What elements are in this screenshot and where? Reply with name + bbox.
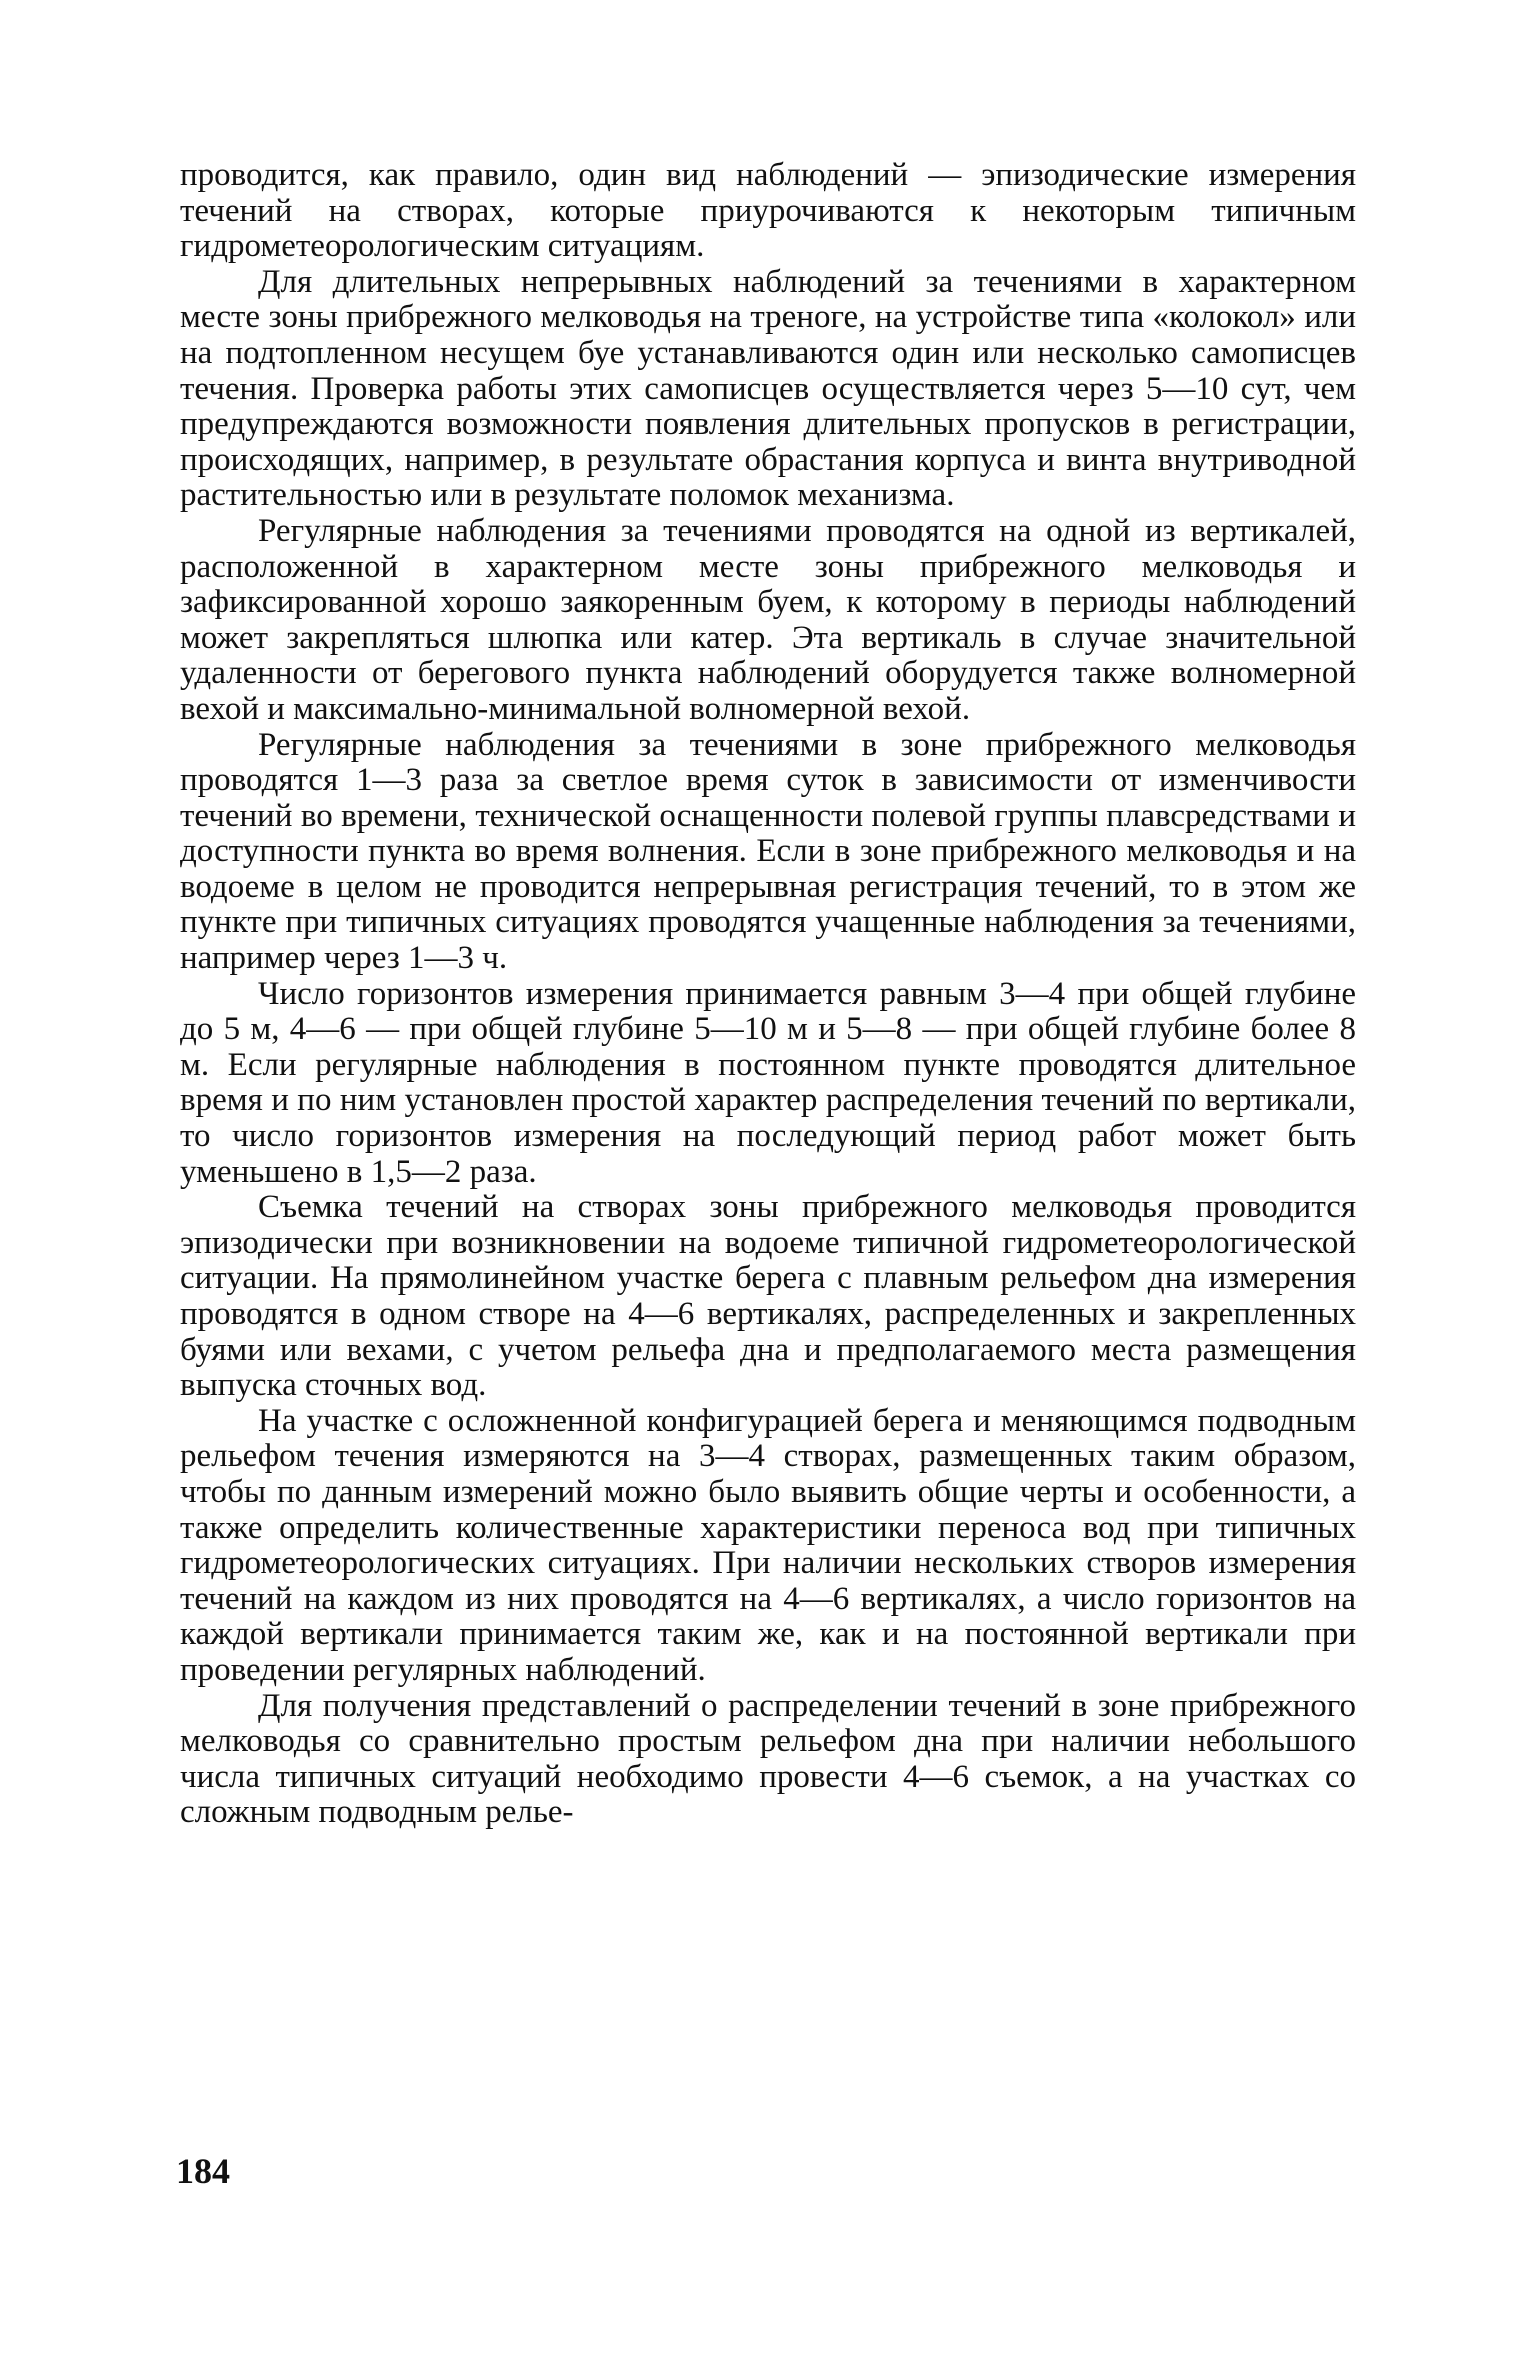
paragraph-5: Число горизонтов измерения принимается равным 3—4 при общей глубине до 5 м, 4—6 — при общей глубине 5—10 м и 5—8 — при общей глубине более 8 м. Если регулярные наблюдения в постоянном пункте проводятся длительное время и по ним установлен простой характер распределения течений по вертикали, то число горизонтов измерения на последующий период работ может быть уменьшено в 1,5—2 раза. bbox=[180, 975, 1356, 1190]
paragraph-7: На участке с осложненной конфигурацией берега и меняющимся подводным рельефом течения измеряются на 3—4 створах, размещенных таким образом, чтобы по данным измерений можно было выявить общие черты и особенности, а также определить количественные характеристики переноса вод при типичных гидрометеорологических ситуациях. При наличии нескольких створов измерения течений на каждом из них проводятся на 4—6 вертикалях, а число горизонтов на каждой вертикали принимается таким же, как и на постоянной вертикали при проведении регулярных наблюдений. bbox=[180, 1402, 1356, 1688]
paragraph-8: Для получения представлений о распределении течений в зоне прибрежного мелководья со сравнительно простым рельефом дна при наличии небольшого числа типичных ситуаций необходимо провести 4—6 съемок, а на участках со сложным подводным релье- bbox=[180, 1687, 1356, 1831]
paragraph-4: Регулярные наблюдения за течениями в зоне прибрежного мелководья проводятся 1—3 раза за светлое время суток в зависимости от изменчивости течений во времени, технической оснащенности полевой группы плавсредствами и доступности пункта во время волнения. Если в зоне прибрежного мелководья и на водоеме в целом не проводится непрерывная регистрация течений, то в этом же пункте при типичных ситуациях проводятся учащенные наблюдения за течениями, например через 1—3 ч. bbox=[180, 726, 1356, 977]
paragraph-1: проводится, как правило, один вид наблюдений — эпизодические измерения течений на створах, которые приурочиваются к некоторым типичным гидрометеорологическим ситуациям. bbox=[180, 157, 1356, 265]
paragraph-2: Для длительных непрерывных наблюдений за течениями в характерном месте зоны прибрежного мелководья на треноге, на устройстве типа «колокол» или на подтопленном несущем буе устанавливаются один или несколько самописцев течения. Проверка работы этих самописцев осуществляется через 5—10 сут, чем предупреждаются возможности появления длительных пропусков в регистрации, происходящих, например, в результате обрастания корпуса и винта внутриводной растительностью или в результате поломок механизма. bbox=[180, 263, 1356, 514]
paragraph-6: Съемка течений на створах зоны прибрежного мелководья проводится эпизодически при возникновении на водоеме типичной гидрометеорологической ситуации. На прямолинейном участке берега с плавным рельефом дна измерения проводятся в одном створе на 4—6 вертикалях, распределенных и закрепленных буями или вехами, с учетом рельефа дна и предполагаемого места размещения выпуска сточных вод. bbox=[180, 1189, 1356, 1404]
paragraph-3: Регулярные наблюдения за течениями проводятся на одной из вертикалей, расположенной в характерном месте зоны прибрежного мелководья и зафиксированной хорошо заякоренным буем, к которому в периоды наблюдений может закрепляться шлюпка или катер. Эта вертикаль в случае значительной удаленности от берегового пункта наблюдений оборудуется также волномерной вехой и максимально-минимальной волномерной вехой. bbox=[180, 512, 1356, 727]
page-number: 184 bbox=[176, 2151, 230, 2191]
page-body bbox=[180, 158, 1356, 1831]
